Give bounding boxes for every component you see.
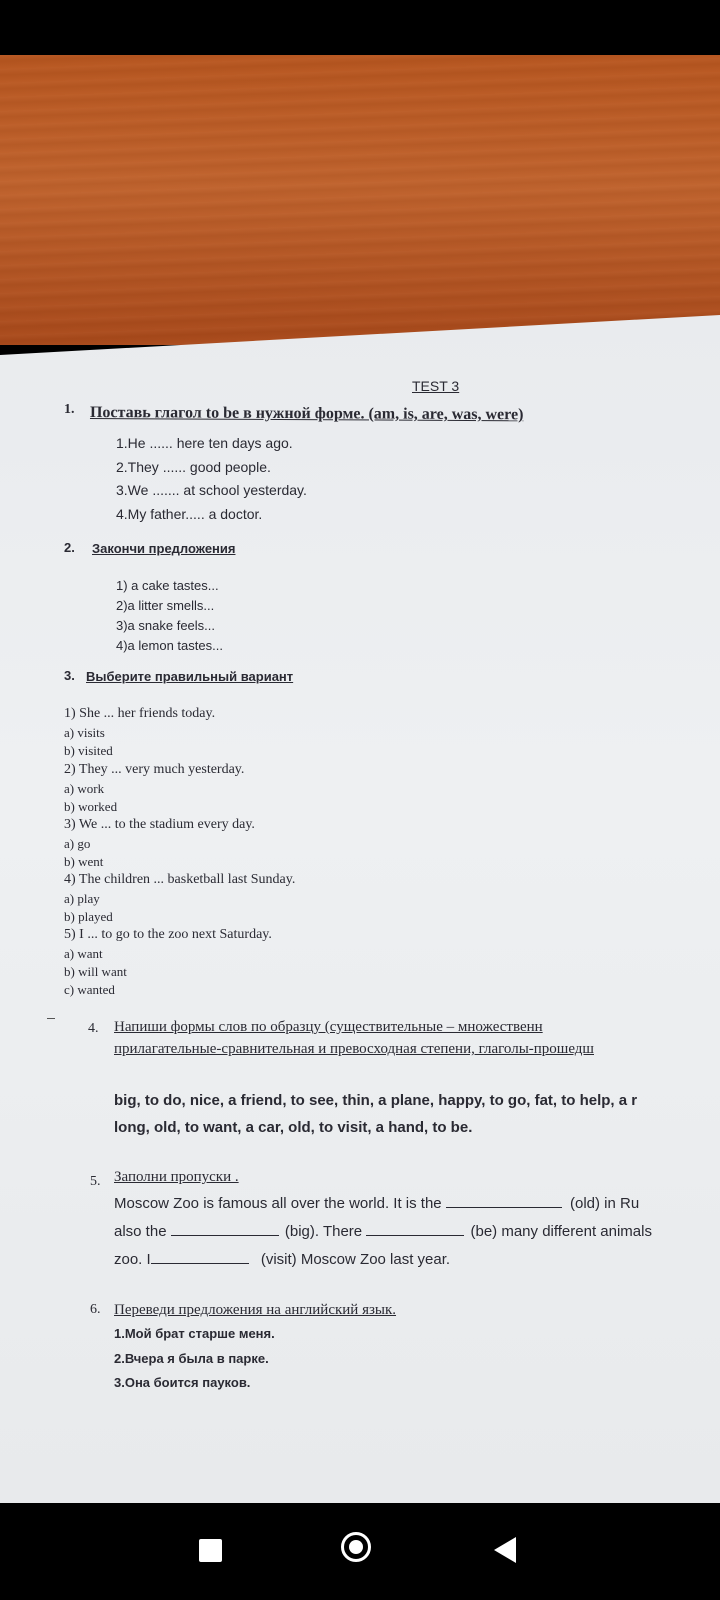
section2-item: 4)a lemon tastes... xyxy=(116,638,223,653)
option: a) play xyxy=(64,891,100,906)
option: a) want xyxy=(64,946,103,961)
option: b) will want xyxy=(64,964,127,979)
section5-number: 5. xyxy=(90,1174,101,1189)
section5-heading: Заполни пропуски . xyxy=(114,1169,239,1185)
section1-item: 4.My father..... a doctor. xyxy=(116,506,263,522)
test-title: TEST 3 xyxy=(412,378,460,394)
option: b) visited xyxy=(64,743,113,758)
status-bar xyxy=(0,0,720,55)
section3-number: 3. xyxy=(64,668,75,683)
option: a) go xyxy=(64,836,91,851)
question: 4) The children ... basketball last Sunday. xyxy=(64,872,296,887)
section3-heading: Выберите правильный вариант xyxy=(86,669,294,684)
section2-item: 3)a snake feels... xyxy=(116,618,215,633)
section2-item: 1) a cake tastes... xyxy=(116,578,219,593)
option: b) went xyxy=(64,854,104,869)
section2-item: 2)a litter smells... xyxy=(116,598,215,613)
question: 2) They ... very much yesterday. xyxy=(64,762,245,777)
section4-words-line1: big, to do, nice, a friend, to see, thin, a plane, happy, to go, fat, to help, a r xyxy=(114,1092,638,1109)
option: a) work xyxy=(64,781,105,796)
section1-number: 1. xyxy=(64,402,75,417)
section4-words-line2: long, old, to want, a car, old, to visit, a hand, to be. xyxy=(114,1119,473,1136)
blank-field xyxy=(446,1193,562,1208)
section6-item: 2.Вчера я была в парке. xyxy=(114,1351,269,1366)
recents-square-icon[interactable] xyxy=(199,1539,222,1562)
section1-heading: Поставь глагол to be в нужной форме. (am, is, are, was, were) xyxy=(89,404,524,424)
question: 3) We ... to the stadium every day. xyxy=(64,817,255,832)
section5-line1: Moscow Zoo is famous all over the world. It is the (old) in Ru xyxy=(114,1195,640,1212)
section6-item: 1.Мой брат старше меня. xyxy=(114,1326,275,1341)
blank-field xyxy=(366,1221,464,1236)
option: a) visits xyxy=(64,725,105,740)
question: 1) She ... her friends today. xyxy=(64,706,216,721)
section4-number: 4. xyxy=(88,1021,99,1036)
section1-item: 2.They ...... good people. xyxy=(116,459,271,475)
option: b) worked xyxy=(64,799,118,814)
blank-field xyxy=(151,1249,249,1264)
section1-item: 1.He ...... here ten days ago. xyxy=(116,435,293,451)
section5-line3: zoo. I (visit) Moscow Zoo last year. xyxy=(114,1251,451,1268)
back-triangle-icon[interactable] xyxy=(494,1537,516,1563)
section4-heading-line2: прилагательные-сравнительная и превосходная степени, глаголы-прошедш xyxy=(114,1041,594,1057)
section2-number: 2. xyxy=(64,540,75,555)
blank-field xyxy=(171,1221,279,1236)
option: b) played xyxy=(64,909,113,924)
option: c) wanted xyxy=(64,982,115,997)
section5-line2: also the (big). There (be) many different animals xyxy=(114,1223,652,1240)
section6-heading: Переведи предложения на английский язык. xyxy=(114,1302,397,1318)
question: 5) I ... to go to the zoo next Saturday. xyxy=(64,927,272,942)
home-circle-icon[interactable] xyxy=(341,1532,371,1562)
section6-number: 6. xyxy=(90,1302,101,1317)
section1-item: 3.We ....... at school yesterday. xyxy=(116,482,307,498)
section6-item: 3.Она боится пауков. xyxy=(114,1375,251,1390)
photo xyxy=(0,55,720,1503)
section4-heading-line1: Напиши формы слов по образцу (существительные – множественн xyxy=(114,1019,543,1035)
section2-heading: Закончи предложения xyxy=(92,541,236,556)
pen-mark xyxy=(47,1018,55,1019)
wooden-table xyxy=(0,55,720,345)
